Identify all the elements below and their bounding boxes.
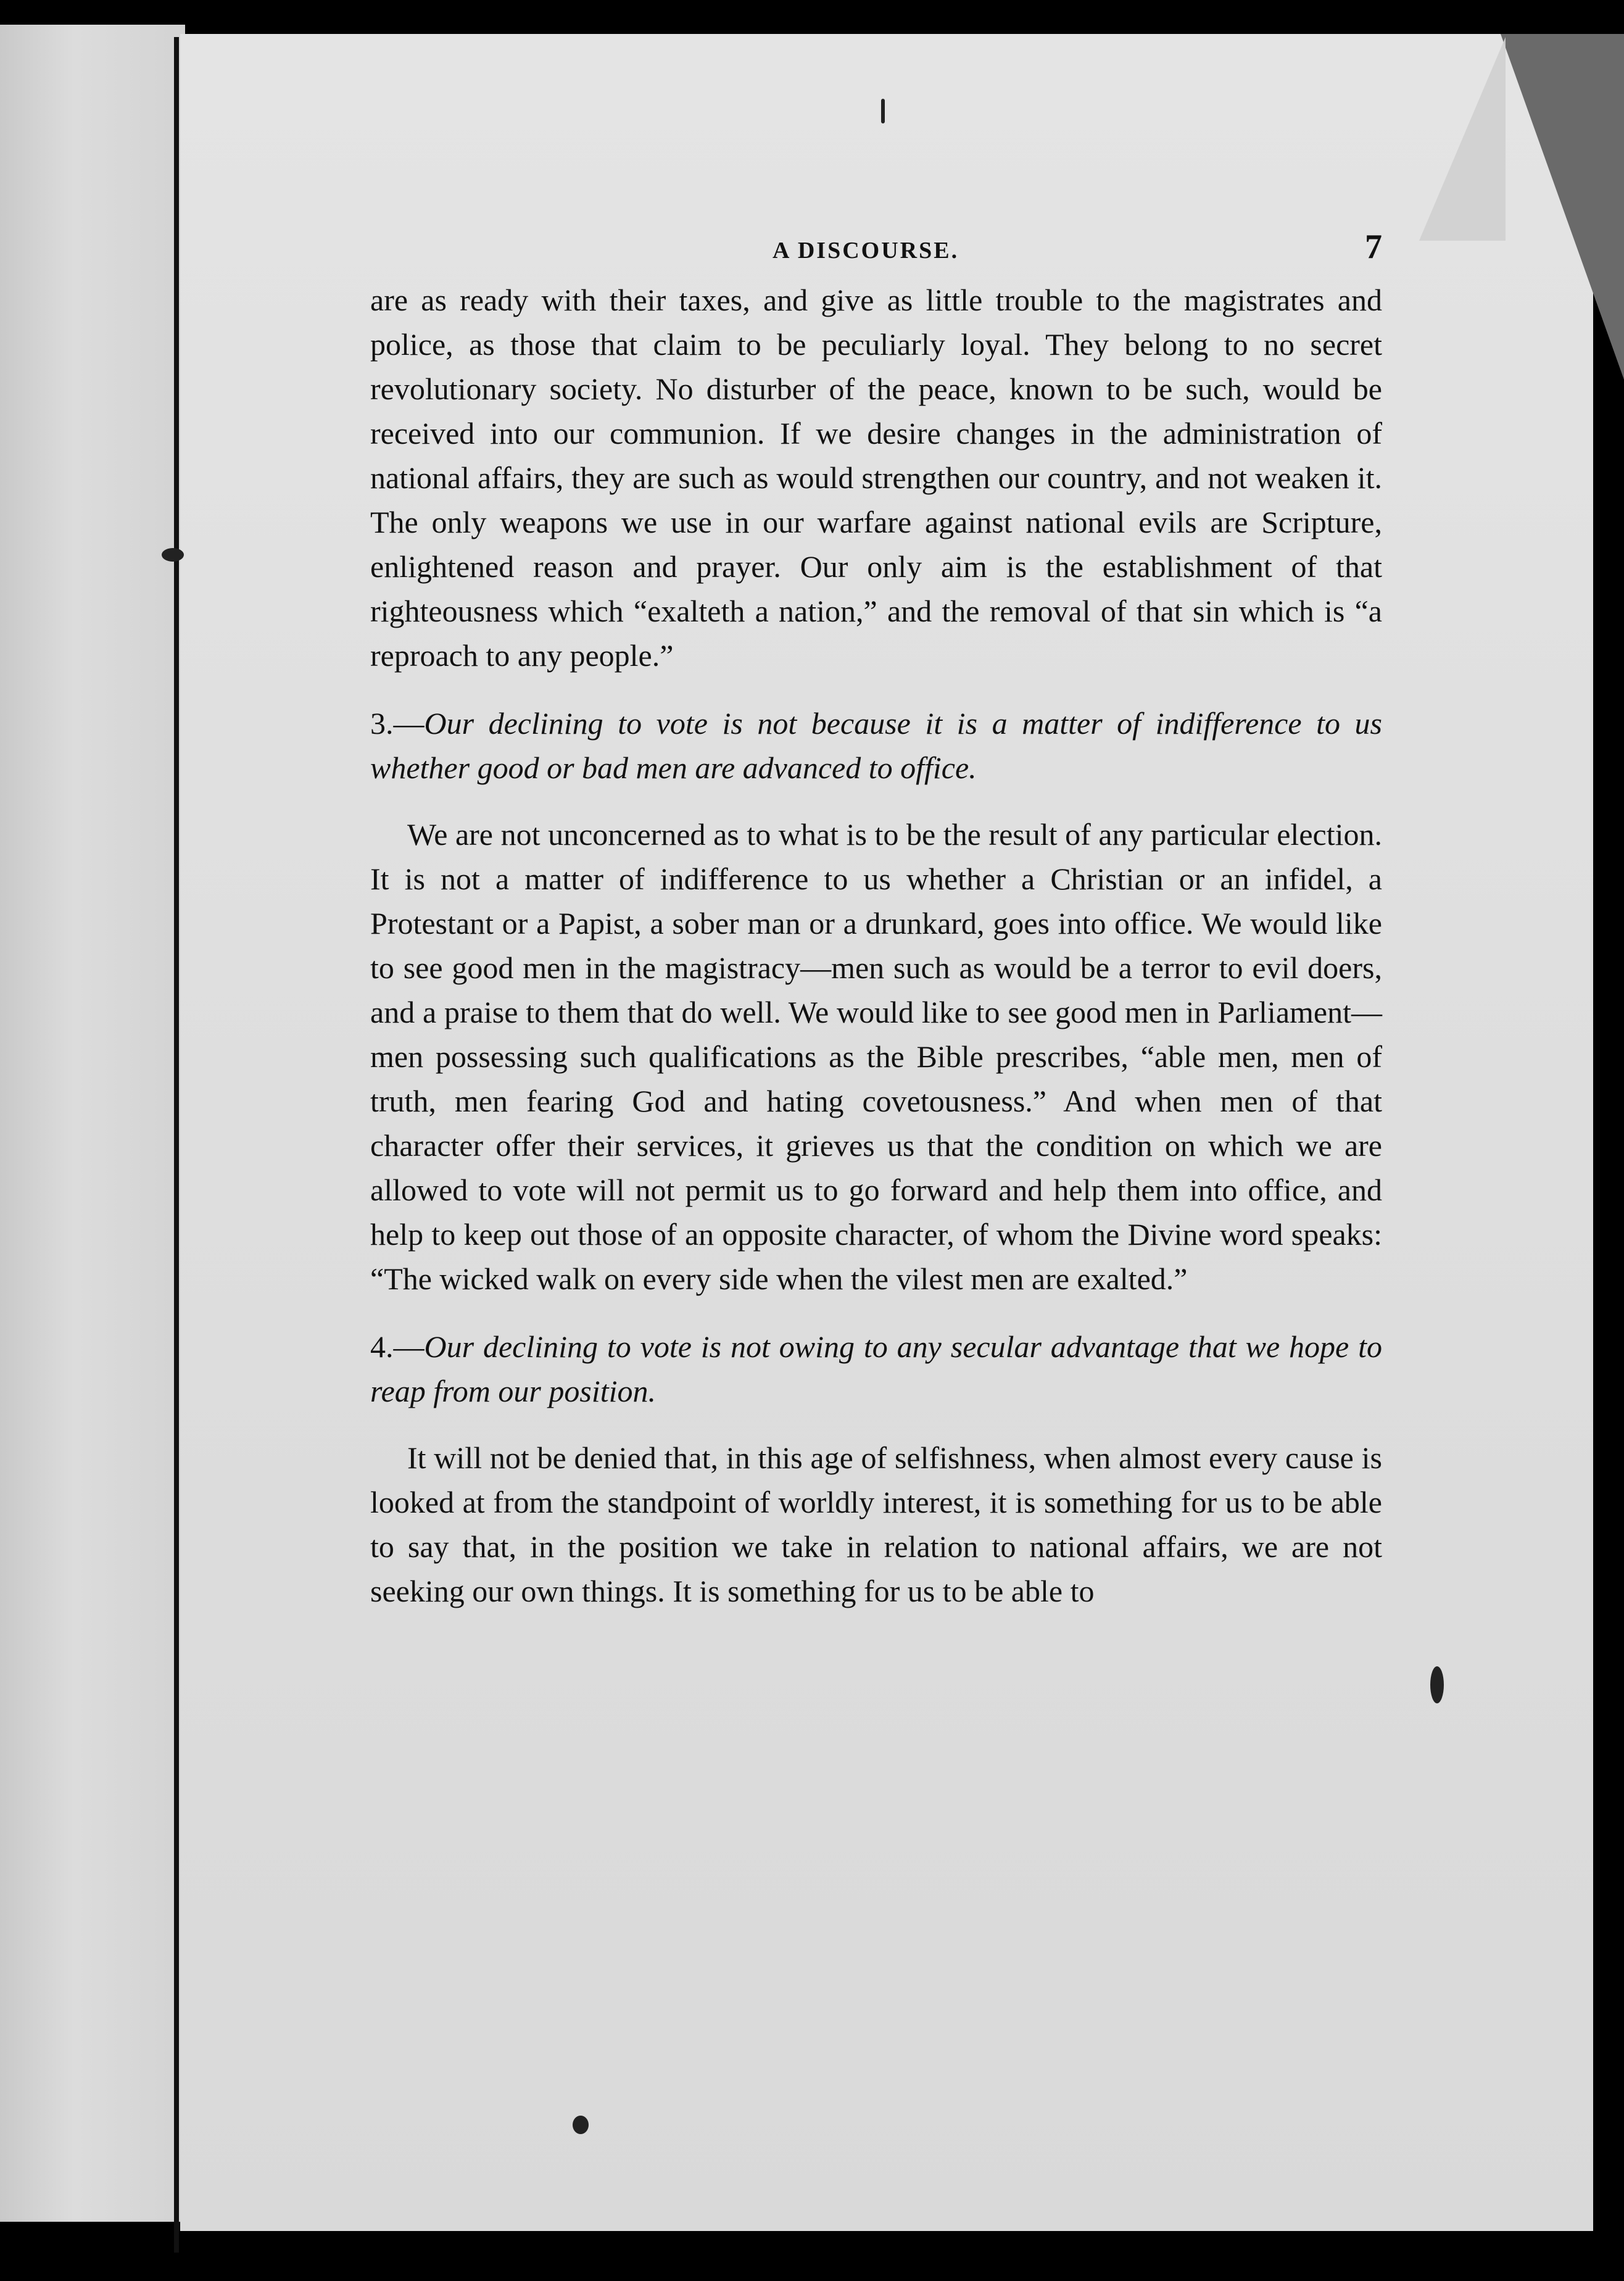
section-heading-text: Our declining to vote is not owing to any secular advantage that we hope to reap from our position. — [370, 1329, 1382, 1408]
paragraph-election: We are not unconcerned as to what is to be the result of any particular election. It is not a matter of indifference to us whether a Christian or an infidel, a Protestant or a Papist, a sober man or a drunkard, goes into office. We would like to see good men in the magistracy—men such as would be a terror to evil doers, and a praise to them that do well. We would like to see good men in Parliament—men possessing such qualifications as the Bible prescribes, “able men, men of truth, men fearing God and hating covetousness.” And when men of that character offer their services, it grieves us that the condition on which we are allowed to vote will not permit us to go forward and help them into office, and help to keep out those of an opposite character, of whom the Divine word speaks: “The wicked walk on every side when the vilest men are exalted.” — [370, 817, 1382, 1296]
page-corner-fold — [1501, 34, 1624, 380]
paragraph-selfishness: It will not be denied that, in this age of selfishness, when almost every cause is looked at from the standpoint of worldly interest, it is something for us to be able to say that, in the position we take in relation to national affairs, we are not seeking our own things. It is something for us to be able to — [370, 1440, 1382, 1608]
binding-gutter-line — [174, 37, 179, 2253]
ink-speck — [1430, 1666, 1444, 1703]
previous-page-edge — [0, 25, 185, 2222]
section-heading-4 — [370, 1324, 1382, 1413]
ink-speck — [162, 548, 184, 562]
section-heading-3 — [370, 701, 1382, 790]
section-number: 3.— — [370, 706, 425, 741]
section-heading-text: Our declining to vote is not because it is a matter of indifference to us whether good or bad men are advanced to office. — [370, 706, 1382, 785]
section-number: 4.— — [370, 1329, 425, 1364]
page-text-block — [370, 222, 1382, 1613]
paragraph-loyalty: are as ready with their taxes, and give as little trouble to the magistrates and police, as those that claim to be peculiarly loyal. They belong to no secret revolutionary society. No disturber of the peace, known to be such, would be received into our communion. If we desire changes in the administration of national affairs, they are such as would strengthen our country, and not weaken it. The only weapons we use in our warfare against national evils are Scripture, enlightened reason and prayer. Our only aim is the establishment of that righteousness which “exalteth a nation,” and the removal of that sin which is “a reproach to any people.” — [370, 283, 1382, 673]
page-corner-highlight — [1419, 37, 1506, 241]
page-number: 7 — [1365, 228, 1382, 266]
ink-speck — [881, 99, 885, 123]
running-title: A DISCOURSE. — [773, 238, 959, 264]
running-header — [370, 222, 1382, 278]
ink-speck — [573, 2116, 589, 2134]
